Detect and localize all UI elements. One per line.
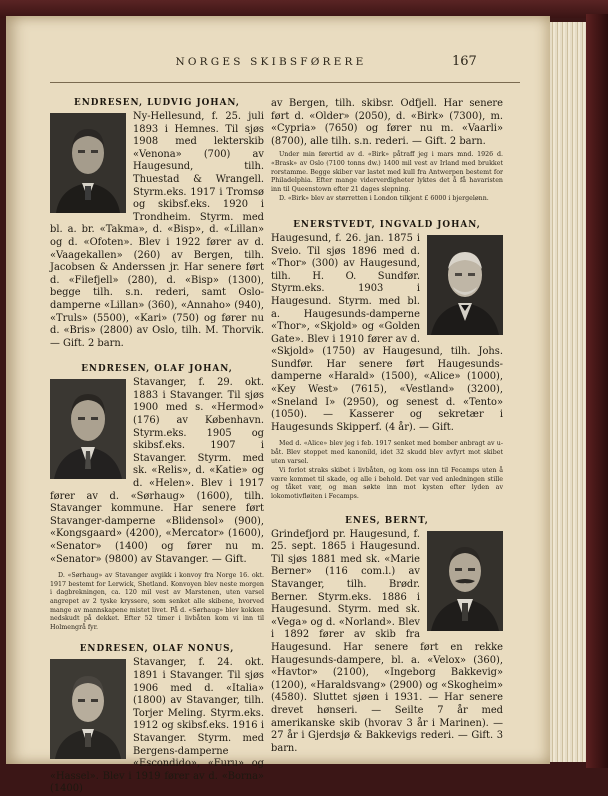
portrait-photo — [427, 531, 503, 631]
entry-text: Ny-Hellesund, f. 25. juli 1893 i Hemnes. Til sjøs 1908 med lekterskib «Venona» (700) av Haugesund, tilh. Thuestad & Wrangell. Styrm.eks. 1917 i Tromsø og skibsf.eks. 1920 i Trondheim. Styrm. med bl. a. br. «Takma», d. «Bisp», d. «Lillan» og d. «Ofoten». Blev i 1922 fører av d. «Vaagekallen» (260) av Bergen, tilh. Jacobsen & Anderssen jr. Har senere ført d. «Filefjell» (280), d. «Bisp» (1300), begge tilh. s.n. rederi, samt Oslo-damperne «Lillan» (360), «Annaho» (940), «Truls» (5500), «Kari» (750) og fører nu d. «Bris» (2800) av Oslo, tilh. M. Thorvik. — Gift. 2 barn. — [50, 111, 264, 349]
entry-heading: ENERSTVEDT, INGVALD JOHAN, — [293, 219, 481, 230]
entry-olaf-johan-endresen — [50, 364, 264, 632]
note-paragraph: Vi forlot straks skibet i livbåten, og kom oss inn til Fecamps uten å være kommet til skade, og alle i behold. Det var ved anledningen stille og tåket vær, og man søkte inn mot kysten efter lyden av lokomotivfløiten i Fecamps. — [271, 467, 503, 500]
portrait-photo — [427, 235, 503, 335]
portrait-photo — [50, 659, 126, 759]
entry-ingvald-johan-enerstvedt — [271, 220, 503, 502]
book-page — [6, 16, 550, 795]
entry-note — [50, 572, 264, 632]
entry-text: Haugesund, f. 26. jan. 1875 i Sveio. Til sjøs 1896 med d. «Thor» (300) av Haugesund, tilh. H. O. Sundfør. Styrm.eks. 1903 i Haugesund. Styrm. med bl. a. Haugesunds-damperne «Thor», «Skjold» og «Golden Gate». Blev i 1910 fører av d. «Skjold» (1750) av Haugesund, tilh. Johs. Sundfør. Har senere ført Haugesunds-damperne «Harald» (1500), «Alice» (1000), «Key West» (7615), «Vestland» (3200), «Sneland I» (2950), og senest d. «Tento» (1050). — Kasserer og sekretær i Haugesunds Skipperf. (4 år). — Gift. — [271, 232, 503, 433]
header-rule — [50, 82, 520, 83]
entry-heading: ENES, BERNT, — [345, 515, 429, 526]
running-title: NORGES SKIBSFØRERE — [175, 56, 367, 68]
book-cover-edge — [586, 14, 608, 768]
page-number: 167 — [452, 54, 477, 69]
note-paragraph: Under min førertid av d. «Birk» påtraff jeg i mars mnd. 1926 d. «Brask» av Oslo (7100 tonns dw.) 1400 mil vest av Irland med brukket rorstamme. Begge skiber var lastet med kull fra Antwerpen bestemt for Philadelphia. Efter mange viderverdigheter lyktes det å få havaristen inn til Queenstown efter 21 dages slepning. — [271, 151, 503, 193]
note-paragraph: Med d. «Alice» blev jeg i feb. 1917 senket med bomber anbragt av u-båt. Blev stoppet med kanonild, idet 32 skudd blev avfyrt mot skibet uten varsel. — [271, 440, 503, 465]
left-column — [50, 98, 264, 796]
note-paragraph: D. «Sørhaug» av Stavanger avgikk i konvoy fra Norge 16. okt. 1917 bestemt for Lerwick, Shetland. Konvoyen blev neste morgen i dagbrekningen, ca. 120 mil vest av Marstenen, uten varsel angrepet av 2 tyske kryssere, som senket alle skibene, hvorved mange av mannskapene mistet livet. På d. «Sørhaug» blev kokken nedskudt på dekket. Efter 52 timer i livbåten kom vi inn til Holmengrå fyr. — [50, 572, 264, 631]
entry-heading: ENDRESEN, LUDVIG JOHAN, — [74, 98, 240, 108]
note-paragraph: D. «Birk» blev av størretten i London tilkjent £ 6000 i bjergelønn. — [279, 195, 489, 203]
entry-ludvig-johan-endresen — [50, 98, 264, 350]
entry-continuation — [271, 98, 503, 204]
entry-heading: ENDRESEN, OLAF NONUS, — [79, 644, 235, 655]
page-edges — [550, 22, 586, 762]
entry-text: Stavanger, f. 24. okt. 1891 i Stavanger. Til sjøs 1906 med d. «Italia» (1800) av Stavanger, tilh. Torjer Meling. Styrm.eks. 1912 og skibsf.eks. 1916 i Stavanger. Styrm. med Bergens-damperne «Escondido», «Furu» og «Hassel». Blev i 1919 fører av d. «Borna» (1400) — [50, 657, 264, 795]
entry-olaf-nonus-endresen — [50, 644, 264, 796]
entry-note — [271, 440, 503, 501]
page-header — [6, 56, 550, 78]
portrait-photo — [50, 113, 126, 213]
entry-text: Grindefjord pr. Haugesund, f. 25. sept. 1865 i Haugesund. Til sjøs 1881 med sk. «Marie Berner» (116 com.l.) av Stavanger, tilh. Brødr. Berner. Styrm.eks. 1886 i Haugesund. Styrm. med sk. «Vega» og d. «Norland». Blev i 1892 fører av skib fra Haugesund. Har senere ført en rekke Haugesunds-dampere, bl. a. «Velox» (360), «Havtor» (2100), «Ingeborg Bakkevig» (1200), «Haraldsvang» (2900) og «Skogheim» (4580). Sluttet sjøen i 1931. — Har senere drevet hønseri. — Seilte 7 år med amerikanske skib (hvorav 3 år i Marinen). — 27 år i Gjerdsjø & Bakkevigs rederi. — Gift. 3 barn. — [271, 528, 503, 754]
entry-bernt-enes — [271, 516, 503, 756]
right-column — [271, 98, 503, 755]
entry-text: Stavanger, f. 29. okt. 1883 i Stavanger. Til sjøs 1900 med s. «Hermod» (176) av København. Styrm.eks. 1905 og skibsf.eks. 1907 i Stavanger. Styrm. med sk. «Relis», d. «Katie» og d. «Helen». Blev i 1917 fører av d. «Sørhaug» (1600), tilh. Stavanger kommune. Har senere ført Stavanger-damperne «Blidensol» (900), «Kongsgaard» (4200), «Mercator» (1600), «Senator» (1400) og fører nu m. «Senator» (9800) av Stavanger. — Gift. — [50, 377, 264, 565]
portrait-photo — [50, 379, 126, 479]
continuation-note — [271, 151, 503, 204]
continuation-text: av Bergen, tilh. skibsr. Odfjell. Har senere ført d. «Older» (2050), d. «Birk» (7300), m. «Cypria» (7650) og fører nu m. «Vaarli» (8700), alle tilh. s.n. rederi. — Gift. 2 barn. — [271, 98, 503, 147]
entry-heading: ENDRESEN, OLAF JOHAN, — [81, 364, 233, 375]
